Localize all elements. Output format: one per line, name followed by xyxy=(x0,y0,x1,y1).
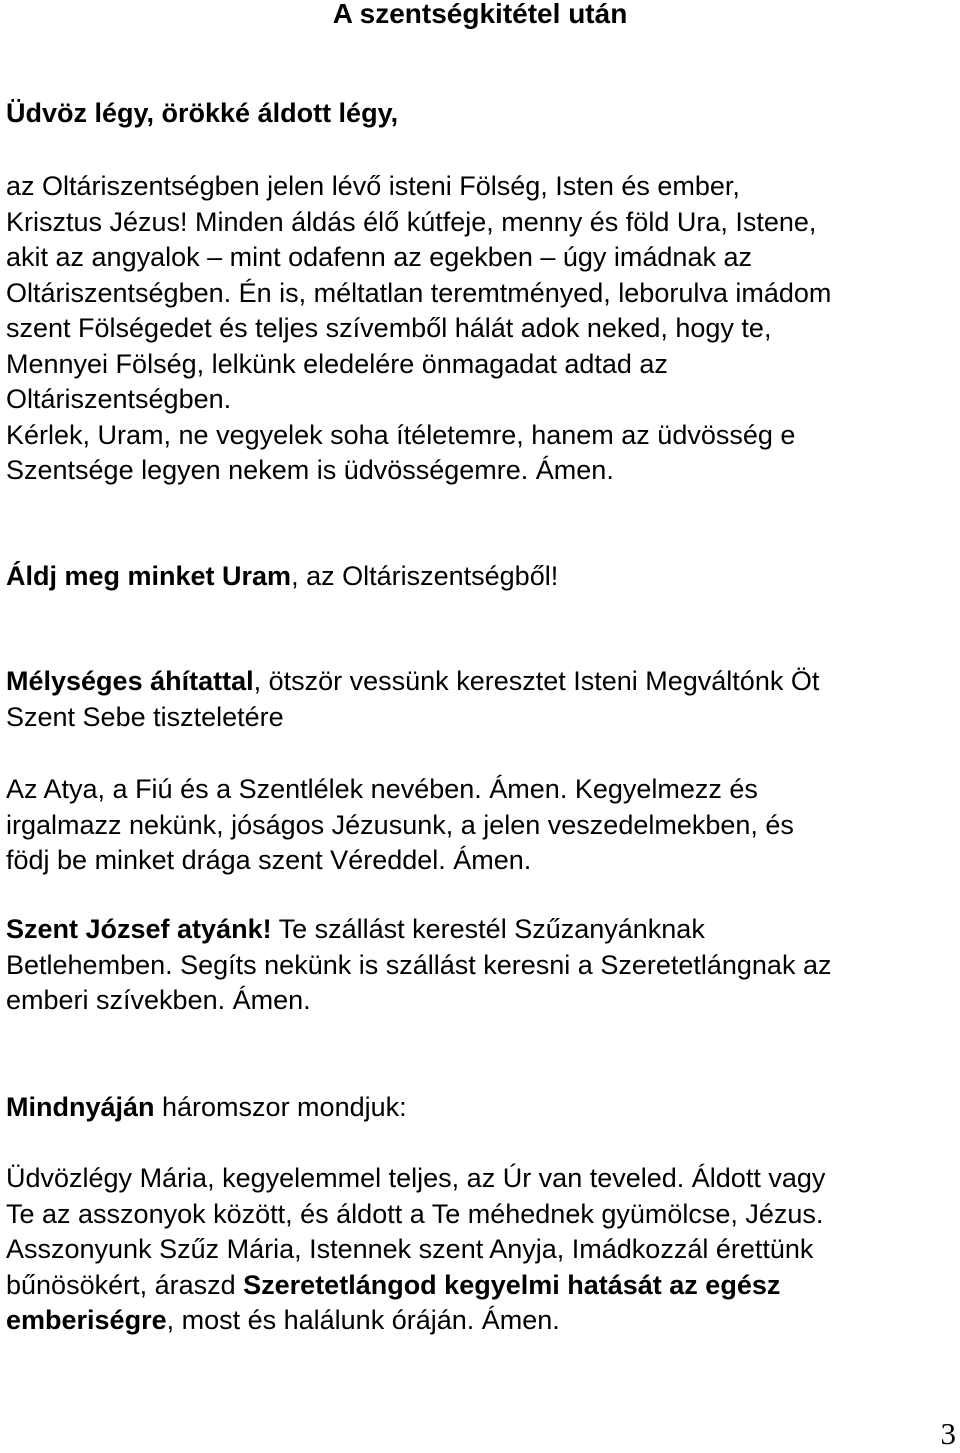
instruction-line xyxy=(6,1090,956,1126)
hail-mary-line: Te az asszonyok között, és áldott a Te méhednek gyümölcse, Jézus. xyxy=(6,1198,824,1229)
page-number: 3 xyxy=(940,1416,956,1451)
hail-mary-line: Üdvözlégy Mária, kegyelemmel teljes, az Úr van teveled. Áldott vagy xyxy=(6,1163,826,1193)
hail-mary-text: , most és halálunk óráján. Ámen. xyxy=(166,1305,560,1335)
joseph-line: Betlehemben. Segíts nekünk is szállást keresni a Szeretetlángnak az xyxy=(6,949,832,980)
joseph-line: emberi szívekben. Ámen. xyxy=(6,985,311,1015)
prayer-line: Kérlek, Uram, ne vegyelek soha ítéletemre, hanem az üdvösség e xyxy=(6,419,796,450)
prayer-line: Oltáriszentségben. xyxy=(6,384,232,414)
prayer-line: Szentsége legyen nekem is üdvösségemre. Ámen. xyxy=(6,455,614,485)
hail-mary-bold-text: emberiségre xyxy=(6,1305,167,1335)
reverence-line xyxy=(6,664,956,700)
reverence-bold-text: Mélységes áhítattal xyxy=(6,666,254,696)
prayer-line: Oltáriszentségben. Én is, méltatlan teremtményed, leborulva imádom xyxy=(6,277,832,308)
hail-mary-paragraph xyxy=(6,1161,956,1339)
joseph-line xyxy=(6,912,956,948)
blessing-paragraph xyxy=(6,559,956,595)
reverence-paragraph xyxy=(6,664,956,735)
prayer-line: Krisztus Jézus! Minden áldás élő kútfeje, menny és föld Ura, Istene, xyxy=(6,206,817,237)
trinity-line: irgalmazz nekünk, jóságos Jézusunk, a jelen veszedelmekben, és xyxy=(6,809,794,840)
trinity-line: födj be minket drága szent Véreddel. Ámen. xyxy=(6,845,532,875)
instruction-paragraph xyxy=(6,1090,956,1126)
adoration-prayer xyxy=(6,169,956,489)
prayer-line: szent Fölségedet és teljes szívemből hálát adok neked, hogy te, xyxy=(6,313,772,343)
prayer-line: az Oltáriszentségben jelen lévő isteni Fölség, Isten és ember, xyxy=(6,171,740,201)
prayer-line: akit az angyalok – mint odafenn az egekben – úgy imádnak az xyxy=(6,242,752,272)
blessing-line xyxy=(6,559,956,595)
joseph-bold-text: Szent József atyánk! xyxy=(6,914,272,944)
hail-mary-line: Asszonyunk Szűz Mária, Istennek szent Anyja, Imádkozzál érettünk xyxy=(6,1234,814,1264)
greeting-line: Üdvöz légy, örökké áldott légy, xyxy=(6,98,399,128)
instruction-text: háromszor mondjuk: xyxy=(154,1092,407,1122)
hail-mary-text: bűnösökért, áraszd xyxy=(6,1269,244,1300)
hail-mary-line xyxy=(6,1268,956,1304)
trinity-line: Az Atya, a Fiú és a Szentlélek nevében. Ámen. Kegyelmezz és xyxy=(6,774,758,804)
blessing-text: , az Oltáriszentségből! xyxy=(291,561,559,591)
trinity-paragraph xyxy=(6,772,956,879)
page-title: A szentségkitétel után xyxy=(332,0,628,29)
joseph-text: Te szállást kerestél Szűzanyánknak xyxy=(271,914,705,944)
blessing-bold-text: Áldj meg minket Uram xyxy=(6,561,292,591)
instruction-bold-text: Mindnyáján xyxy=(6,1092,155,1122)
reverence-text: , ötször vessünk keresztet Isteni Megváltónk Öt xyxy=(253,666,820,696)
joseph-paragraph xyxy=(6,912,956,1019)
reverence-line: Szent Sebe tiszteletére xyxy=(6,701,284,732)
greeting-heading xyxy=(6,96,956,132)
hail-mary-bold-text: Szeretetlángod kegyelmi hatását az egész xyxy=(243,1269,781,1300)
prayer-line: Mennyei Fölség, lelkünk eledelére önmagadat adtad az xyxy=(6,348,668,379)
hail-mary-line xyxy=(6,1303,956,1339)
